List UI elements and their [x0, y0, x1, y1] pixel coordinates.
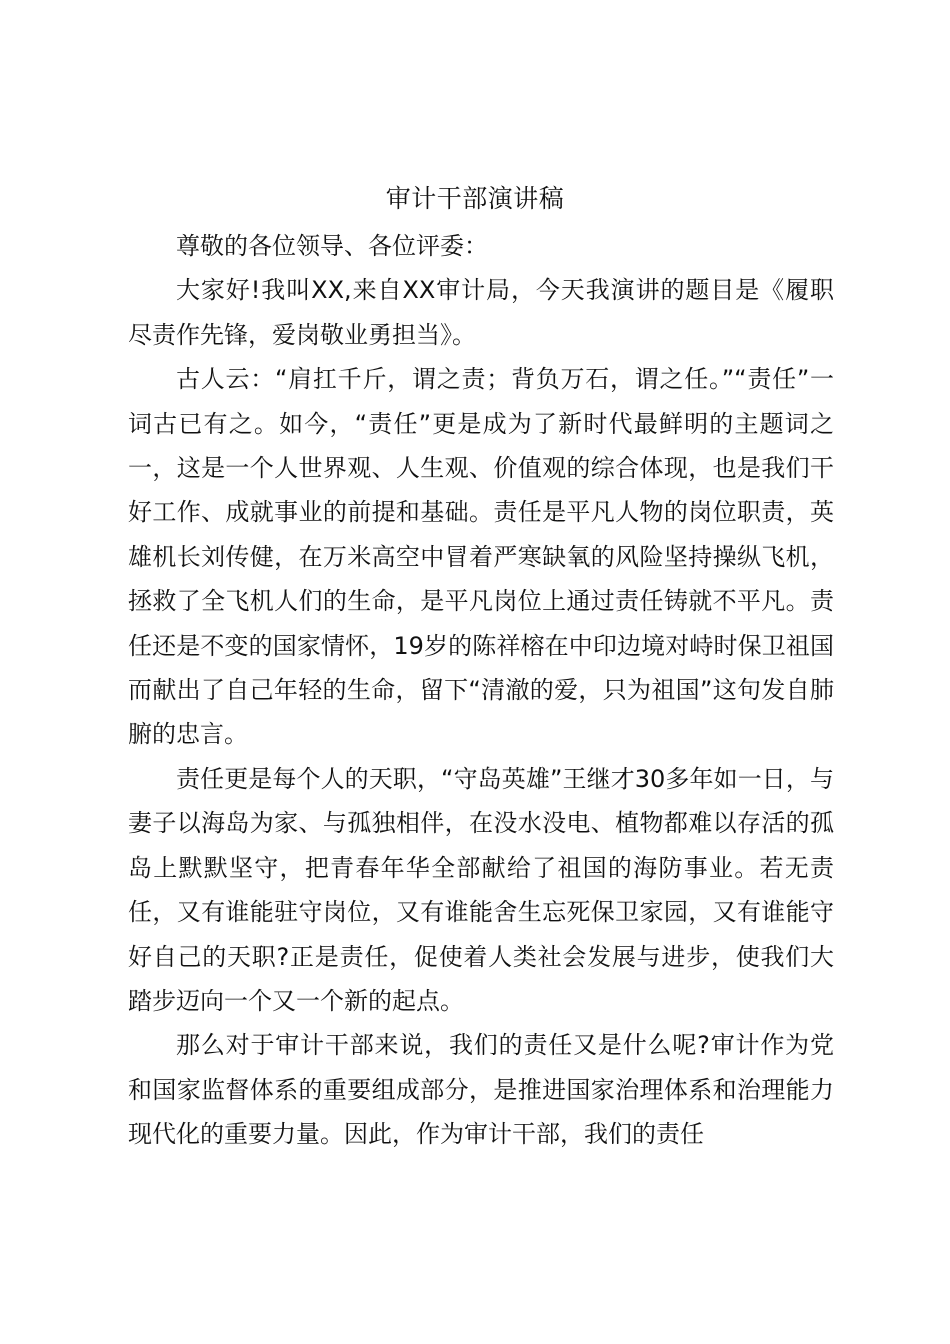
document-title: 审计干部演讲稿 [385, 184, 565, 213]
salutation: 尊敬的各位领导、各位评委： [176, 232, 488, 260]
paragraph-responsibility-duty: 责任更是每个人的天职，“守岛英雄”王继才30多年如一日，与妻子以海岛为家、与孤独相伴，在没水没电、植物都难以存活的孤岛上默默坚守，把青春年华全部献给了祖国的海防事业。若无责任，又有谁能驻守岗位，又有谁能舍生忘死保卫家园，又有谁能守好自己的天职?正是责任，促使着人类社会发展与进步，使我们大踏步迈向一个又一个新的起点。 [128, 764, 834, 1015]
paragraph-responsibility-meaning: 古人云：“肩扛千斤，谓之责；背负万石，谓之任。”“责任”一词古已有之。如今，“责任”更是成为了新时代最鲜明的主题词之一，这是一个人世界观、人生观、价值观的综合体现，也是我们干好工作、成就事业的前提和基础。责任是平凡人物的岗位职责，英雄机长刘传健，在万米高空中冒着严寒缺氧的风险坚持操纵飞机，拯救了全飞机人们的生命，是平凡岗位上通过责任铸就不平凡。责任还是不变的国家情怀，19岁的陈祥榕在中印边境对峙时保卫祖国而献出了自己年轻的生命，留下“清澈的爱，只为祖国”这句发自肺腑的忠言。 [128, 365, 834, 749]
paragraph-intro: 大家好!我叫XX,来自XX审计局，今天我演讲的题目是《履职尽责作先锋，爱岗敬业勇担当》。 [128, 276, 834, 349]
paragraph-audit-responsibility: 那么对于审计干部来说，我们的责任又是什么呢?审计作为党和国家监督体系的重要组成部分，是推进国家治理体系和治理能力现代化的重要力量。因此，作为审计干部，我们的责任 [128, 1031, 834, 1149]
document-body [128, 224, 834, 1157]
